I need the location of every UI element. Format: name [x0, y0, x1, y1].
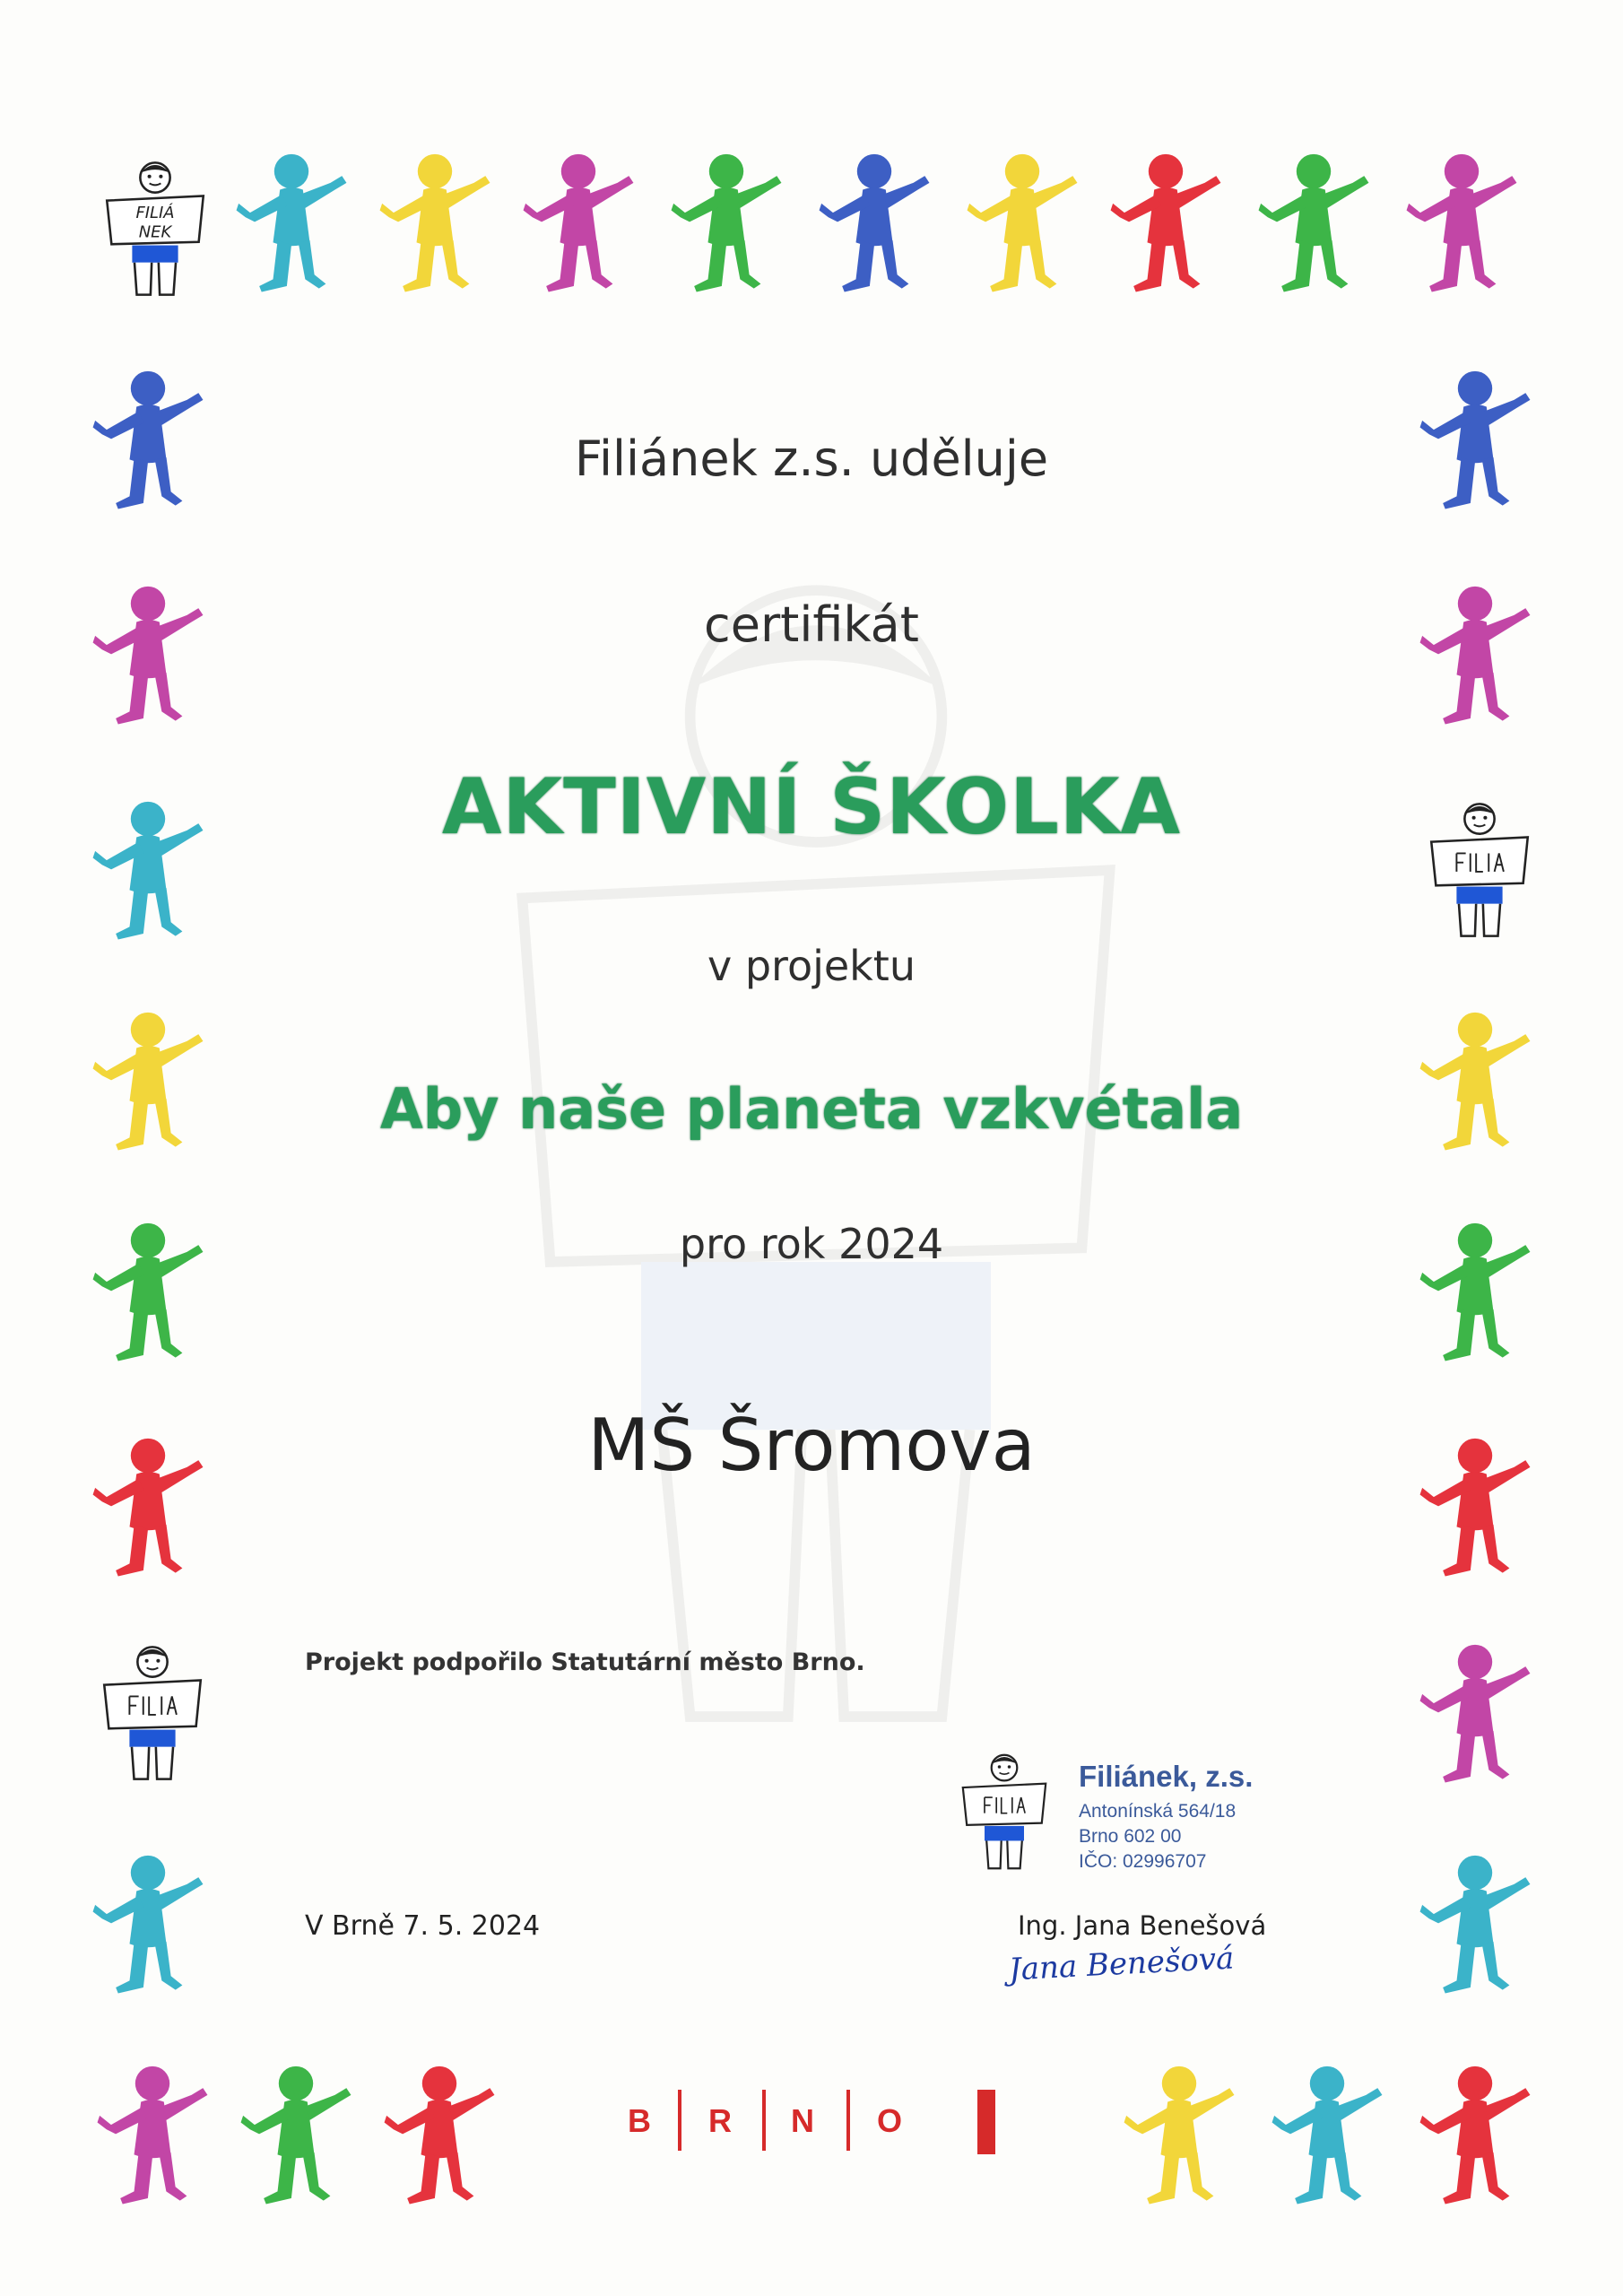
- child-figure-left-7: [90, 1852, 206, 1996]
- recipient-name: MŠ Šromova: [587, 1404, 1036, 1487]
- stamp-ico: IČO: 02996707: [1079, 1851, 1207, 1872]
- mascot-watermark: [466, 556, 1166, 1758]
- child-figure-bottom-4: [1121, 2063, 1237, 2206]
- in-project-label: v projektu: [707, 942, 916, 990]
- mascot-sign-line1: FILIÁ: [135, 203, 175, 222]
- brno-logo-bar: [977, 2090, 995, 2154]
- child-figure-top-1: [233, 151, 350, 294]
- child-figure-bottom-3: [381, 2063, 498, 2206]
- child-figure-right-7: [1417, 1852, 1533, 1996]
- child-figure-bottom-5: [1269, 2063, 1385, 2206]
- award-title: AKTIVNÍ ŠKOLKA: [441, 762, 1182, 852]
- child-figure-top-4: [668, 151, 785, 294]
- child-figure-top-5: [816, 151, 933, 294]
- date-place: V Brně 7. 5. 2024: [305, 1910, 541, 1942]
- child-figure-bottom-6: [1417, 2063, 1533, 2206]
- organization-stamp: [955, 1749, 1314, 1874]
- child-figure-top-9: [1403, 151, 1520, 294]
- brno-letter-b: B: [628, 2102, 651, 2139]
- year-line: pro rok 2024: [679, 1220, 944, 1268]
- stamp-org-name: Filiánek, z.s.: [1079, 1760, 1254, 1793]
- brno-city-logo: [619, 2083, 1004, 2160]
- handwritten-signature: Jana Benešová: [1008, 1940, 1236, 1988]
- project-name: Aby naše planeta vzkvétala: [379, 1076, 1244, 1142]
- brno-divider: [846, 2090, 850, 2151]
- brno-divider: [678, 2090, 681, 2151]
- child-figure-top-3: [520, 151, 637, 294]
- child-figure-right-6: [1417, 1641, 1533, 1785]
- child-figure-bottom-1: [94, 2063, 211, 2206]
- child-figure-top-7: [1107, 151, 1224, 294]
- filianek-mascot-logo: [97, 157, 213, 300]
- child-figure-bottom-2: [238, 2063, 354, 2206]
- stamp-mascot-icon: [955, 1749, 1054, 1874]
- brno-letter-n: N: [791, 2102, 814, 2139]
- child-figure-top-8: [1255, 151, 1372, 294]
- brno-letter-r: R: [708, 2102, 732, 2139]
- mascot-sign-line2: NEK: [138, 222, 172, 242]
- stamp-city: Brno 602 00: [1079, 1826, 1182, 1847]
- brno-divider: [762, 2090, 766, 2151]
- awarding-organization-line: Filiánek z.s. uděluje: [574, 430, 1049, 487]
- filianek-mascot-left: [94, 1641, 211, 1785]
- brno-letter-o: O: [877, 2102, 903, 2139]
- signer-name: Ing. Jana Benešová: [1018, 1910, 1267, 1941]
- stamp-address: Antonínská 564/18: [1079, 1801, 1237, 1822]
- child-figure-top-6: [964, 151, 1081, 294]
- child-figure-top-2: [377, 151, 493, 294]
- support-note: Projekt podpořilo Statutární město Brno.: [305, 1648, 865, 1676]
- certificate-label: certifikát: [704, 596, 919, 653]
